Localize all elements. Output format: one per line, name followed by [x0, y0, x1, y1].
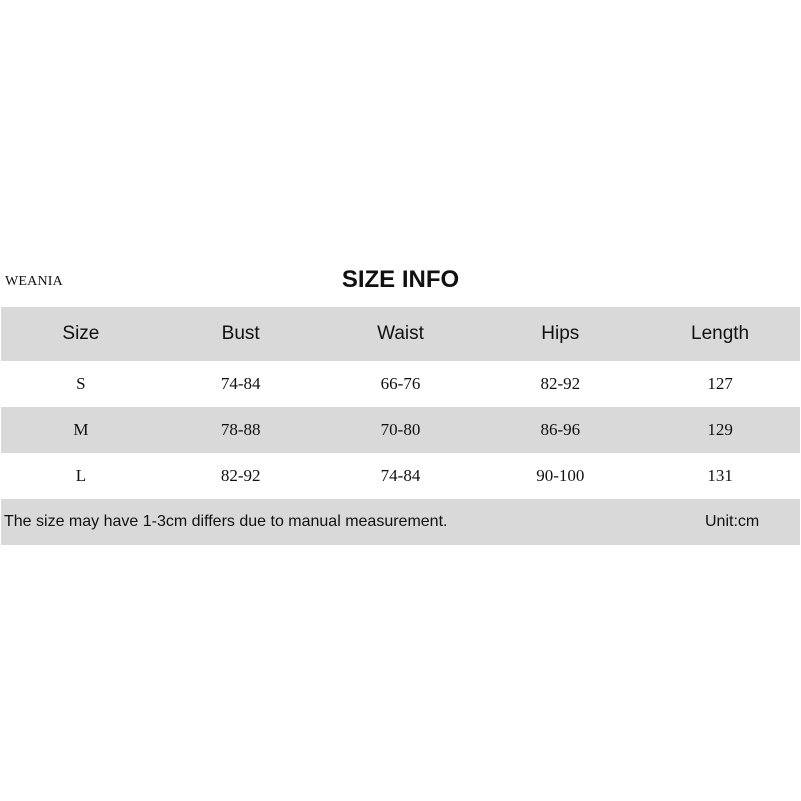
cell-hips: 90-100 — [536, 466, 585, 485]
cell-length: 129 — [707, 420, 733, 439]
table-row — [1, 453, 800, 499]
measurement-note: The size may have 1-3cm differs due to manual measurement. — [4, 513, 448, 530]
cell-waist: 70-80 — [380, 420, 421, 439]
column-header-hips: Hips — [541, 323, 580, 344]
cell-waist: 74-84 — [380, 466, 421, 485]
cell-hips: 82-92 — [540, 374, 581, 393]
page-title: SIZE INFO — [341, 266, 460, 293]
table-row — [1, 407, 800, 453]
column-header-waist: Waist — [377, 323, 424, 344]
unit-label: Unit:cm — [705, 513, 760, 530]
cell-size: S — [76, 374, 86, 393]
cell-size: L — [75, 466, 87, 485]
note-row — [1, 499, 800, 545]
cell-bust: 74-84 — [220, 374, 261, 393]
size-table — [1, 307, 800, 545]
cell-waist: 66-76 — [380, 374, 421, 393]
table-row — [1, 361, 800, 407]
column-header-length: Length — [691, 323, 750, 344]
table-header-row — [1, 307, 800, 361]
column-header-bust: Bust — [221, 323, 260, 344]
cell-bust: 82-92 — [220, 466, 261, 485]
column-header-size: Size — [62, 323, 100, 344]
cell-length: 131 — [707, 466, 733, 485]
cell-hips: 86-96 — [540, 420, 581, 439]
cell-length: 127 — [707, 374, 733, 393]
cell-size: M — [73, 420, 89, 439]
brand-logo: WEANIA — [5, 274, 63, 289]
cell-bust: 78-88 — [220, 420, 261, 439]
